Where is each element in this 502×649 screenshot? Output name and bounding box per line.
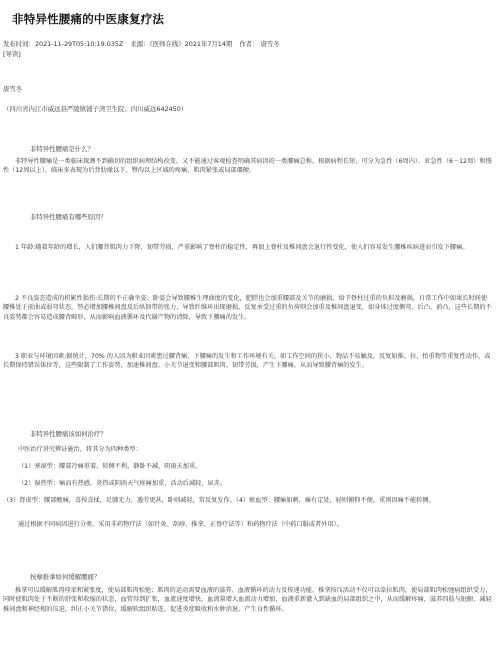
affiliation-line: （四川省内江市威远县严陵镇铺子湾卫生院；四川威远642450） bbox=[3, 105, 188, 113]
section3-paragraph-1: 中医治疗讲究辨证施治，将其分为四种类型： bbox=[18, 446, 142, 453]
page-title: 非特异性腰痛的中医康复疗法 bbox=[12, 12, 165, 26]
section-heading-3: 非特异性腰痛该如何治疗？ bbox=[30, 430, 107, 438]
section-heading-1: 非特异性腰痛是什么？ bbox=[30, 145, 94, 153]
section3-paragraph-5: 通过根据不同病因进行分类，采用非药物疗法（如针灸、刮痧、推拿、正脊疗法等）和药物疗法（中药口服或者外用）。 bbox=[18, 521, 343, 528]
author-label: 作者： bbox=[239, 40, 259, 48]
author-name: 唐雪冬 bbox=[260, 40, 280, 48]
section2-paragraph-2: 2 不良姿态造成的积累性损伤:长期的不正确坐姿、卧姿会导致腰椎生理曲度的变化，肥胖也会加重腰部及关节的磨损，给予脊柱过重的负担及磨损，日常工作中如果长时间使腰椎处于前曲或弱弯状态，势必增加腰椎间盘及后纵韧带的张力，导致纤维环出现磨损，反复承受过重的负荷则会加重及椎间盘退变，如身体过度侧弯、后凸、前凸，这些长期的不良姿势都会容易造成腰背畸形，从而影响血液循环及代谢产物的清除，导致下腰痛的发生。 bbox=[3, 295, 492, 321]
section-heading-4: 按摩推拿如何缓解腰痛？ bbox=[30, 573, 101, 581]
intro-tag: [导读] bbox=[3, 50, 21, 58]
publish-time: 发布时间：2021-11-29T05:10:19.035Z bbox=[3, 40, 124, 48]
author-line: 唐雪冬 bbox=[3, 85, 23, 93]
section4-paragraph-1: 推拿可以缓解肌肉痉挛和紧张度，使局部肌肉松弛；肌肉的运动需要血液的滋养、血液循环的动力及传递功能，推拿按压活动不仅可以牵拉肌肉，使局部肌肉松弛病组织受力，同时使肌肉处于不断的舒张和收缩的状态，血管得到扩张，血流速度增快，血流量增大血流动力增加，血液重新灌入到缺血的局部组织之中，从而缓解疼痛，滋养四肢与脏腑，减轻椎间盘和神经根的压迫，纠正小关节错位，缓解软组织粘连，促进炎症吸收和水肿消退。产生良性循环。 bbox=[3, 587, 492, 613]
section-heading-2: 非特异性腰痛有哪些原因？ bbox=[30, 213, 107, 221]
section3-paragraph-3: （2）湿热型：痛而有热感，炎热或阴雨天气疼痛加重，活动后减轻，尿赤。 bbox=[18, 480, 227, 487]
section3-paragraph-2: （1）寒湿型：腰部冷痛重着，转侧不利，静卧不减，阴雨天加重。 bbox=[18, 463, 202, 470]
section2-paragraph-3: 3 职业与环境因素:据统计，70% 的人因为职业因素患过腰背痛，下腰痛的发生和工作环境有关，如工作空间的狭小，物品不易触及，反复如推、拉、抬重物等重复性动作，或长期保持错误体位等，这些限制了工作姿势，加速椎间盘、小关节退变和腰部肌肉、韧带劳损，产生下腰痛。从而导致腰背痛的发生。 bbox=[3, 353, 491, 370]
meta-line bbox=[3, 40, 285, 49]
section2-paragraph-1: 1 年龄:随着年龄的增长，人们腰背肌肉力下降、韧带劳损，严重影响了脊柱的稳定性，再加上脊柱及椎间盘会退行性变化，使人们容易发生腰椎疾病进而引发下腰痛。 bbox=[15, 244, 469, 251]
section3-paragraph-4: （3）肾虚型：腰部酸痛，喜按喜揉，足膝无力，遇劳更甚，卧则减轻，常反复发作。（4）瘀血型：腰痛如刺，痛有定处，轻则俯仰不便，重则因痛不能转侧。 bbox=[3, 497, 435, 504]
section1-paragraph-1: 非特异性腰痛是一类临床探测不到确切的组织病理结构改变，又不能通过客观检查明确其病因的一类腰痛总称，根据病程长短，可分为急性（6周内）、亚急性（6－12周）和慢性（12周以上），临床多表现为后背肋缘以下、臀沟以上区域的疼痛、肌肉紧张或局部僵硬。 bbox=[3, 158, 492, 175]
source: 来源：《医师在线》2021年7月14期 bbox=[130, 40, 233, 48]
